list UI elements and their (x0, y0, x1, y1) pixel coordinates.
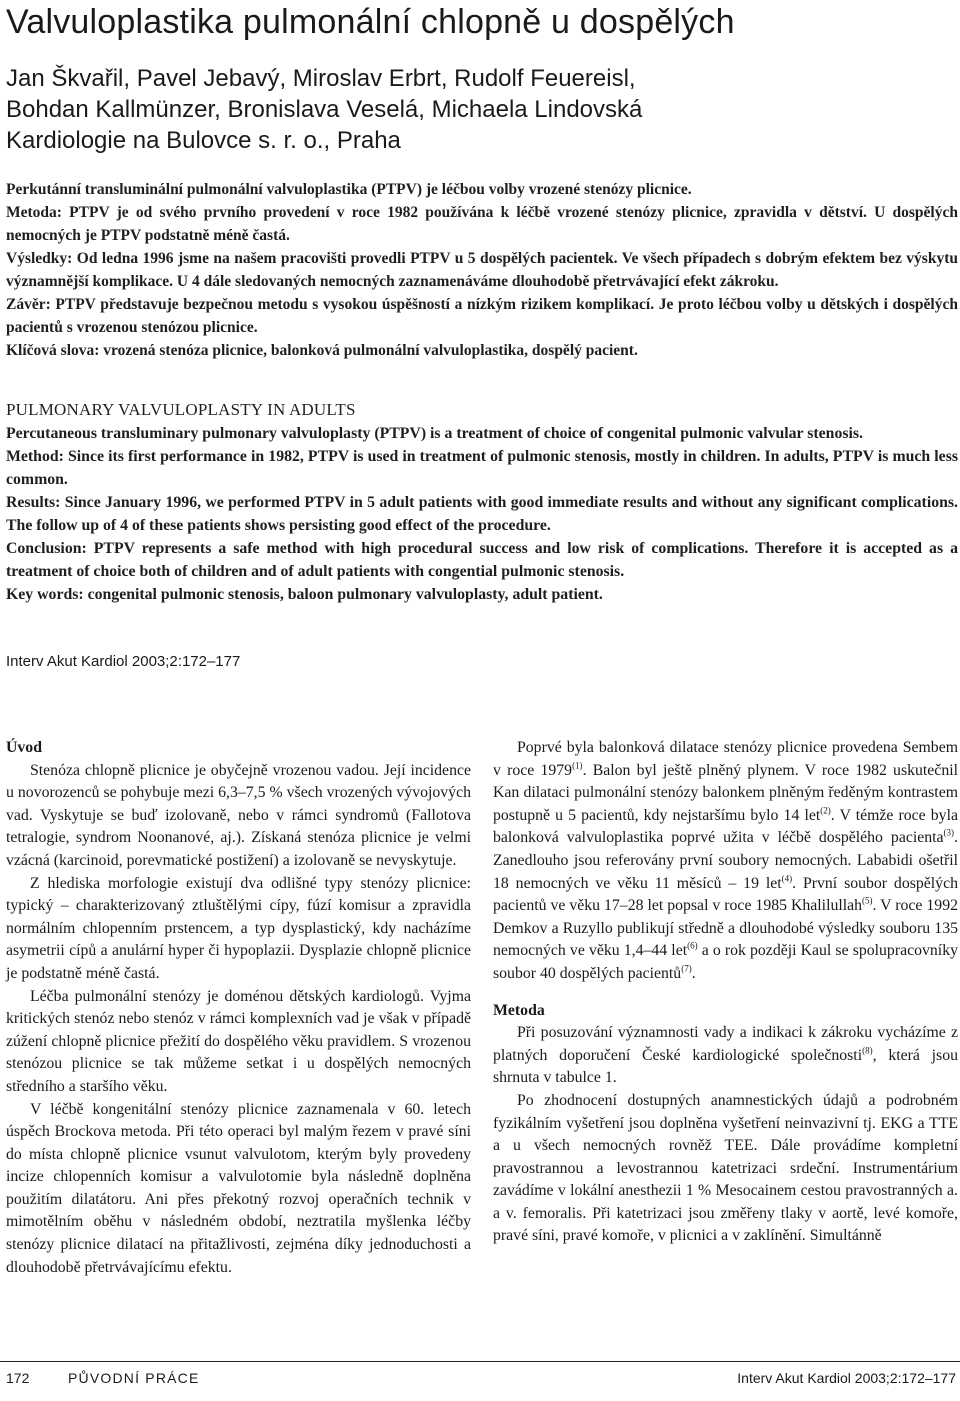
paragraph: Po zhodnocení dostupných anamnestických údajů a podrobném fyzikálním vyšetření jsou doplněna vyšetření neinvazivní tj. EKG a TTE a u všech nemocných rovněž TEE. Dále provádíme kompletní pravostrannou a levostrannou katetrizaci srdeční. Instrumentárium zavádíme v lokální anesthezii 1 % Mesocainem cestou pravostranných a. a v. femoralis. Při katetrizaci jsou změřeny tlaky v aortě, levé komoře, pravé síni, pravé komoře, v plicnici a v zaklínění. Simultánně (493, 1091, 958, 1245)
reference-8: (8) (862, 1045, 873, 1056)
abstract-en-method: Method: Since its first performance in 1982, PTPV is used in treatment of pulmonic stenosis, mostly in children. In adults, PTPV is much less common. (6, 448, 958, 488)
authors-line-2: Bohdan Kallmünzer, Bronislava Veselá, Michaela Lindovská (6, 96, 643, 123)
abstract-en-heading: PULMONARY VALVULOPLASTY IN ADULTS (6, 400, 356, 419)
text-run: Poprvé byla balonková dilatace stenózy plicnice provedena Sembem v roce 1979 (493, 739, 958, 779)
affiliation: Kardiologie na Bulovce s. r. o., Praha (6, 127, 401, 154)
footer-divider (0, 1361, 960, 1362)
text-run: . (691, 964, 696, 982)
section-heading-uvod: Úvod (6, 739, 42, 756)
reference-5: (5) (862, 895, 873, 906)
reference-6: (6) (687, 941, 698, 952)
reference-7: (7) (681, 963, 692, 974)
section-heading-metoda: Metoda (493, 1001, 545, 1019)
reference-1: (1) (572, 760, 583, 771)
text-run: , která jsou shrnuta v tabulce 1. (493, 1046, 958, 1087)
paragraph: Z hlediska morfologie existují dva odlišné typy stenózy plicnice: typický – charakterizovaný ztluštělými cípy, fúzí komisur a zpravidla normálním chlopenním prstencem, a typ dysplastický, kdy nacházíme asymetrii cípů a anulární hyper či hypoplazii. Dysplazie chlopně plicnice je podstatně méně častá. (6, 874, 471, 982)
paragraph: V léčbě kongenitální stenózy plicnice zaznamenala v 60. letech úspěch Brockova metoda. Při této operaci byl malým řezem v pravé síni do místa chlopně plicnice vsunut valvulotom, kterým byly provedeny incize chlopenních komisur a valvulotomie byla následně doplněna použitím dilatátoru. Ani přes překotný rozvoj operačních technik v mimotělním oběhu v následném období, neztratila myšlenka léčby stenózy plicnice dilatací na přitažlivosti, zejména díky jednoduchosti a dlouhodobě přetrvávajícímu efektu. (6, 1100, 471, 1276)
abstract-czech (6, 178, 958, 362)
text-run: . V roce 1992 Demkov a Ruzyllo publikují středně a dlouhodobé výsledky souboru 135 nemocných ve věku 1,4–44 let (493, 897, 958, 960)
abstract-cz-zaver: Závěr: PTPV představuje bezpečnou metodu s vysokou úspěšností a nízkým rizikem komplikací. Je proto léčbou volby u dětských i dospělých pacientů s vrozenou stenózou plicnice. (6, 296, 958, 336)
paragraph (493, 737, 958, 986)
reference-4: (4) (781, 873, 793, 884)
abstract-en-intro: Percutaneous transluminary pulmonary valvuloplasty (PTPV) is a treatment of choice of congenital pulmonic valvular stenosis. (6, 425, 863, 442)
page-number: 172 (6, 1370, 30, 1386)
text-run: . V témže roce byla balonková valvuloplastika poprvé užita v léčbě dospělého pacienta (493, 806, 958, 847)
citation-line: Interv Akut Kardiol 2003;2:172–177 (6, 653, 241, 670)
author-block (6, 63, 956, 156)
text-run: . První soubor dospělých pacientů ve věku 17–28 let popsal v roce 1985 Khalilullah (493, 874, 958, 915)
text-run: . Zanedlouho jsou referovány první soubory nemocných. Lababidi ošetřil 18 nemocných ve věku 11 měsíců – 19 let (493, 829, 958, 892)
abstract-en-conclusion: Conclusion: PTPV represents a safe method with high procedural success and low risk of complications. Therefore it is accepted as a treatment of choice both of children and of adult patients with congential pulmonic stenosis. (6, 540, 958, 580)
paragraph (493, 1022, 958, 1090)
authors-line-1: Jan Škvařil, Pavel Jebavý, Miroslav Erbrt, Rudolf Feuereisl, (6, 65, 636, 92)
body-column-right (493, 737, 958, 1248)
paragraph: Léčba pulmonální stenózy je doménou dětských kardiologů. Vyjma kritických stenóz nebo stenóz v rámci komplexních vad je však v případě zúžení chlopně plicnice přežití do dospělého věku pravidlem. S vrozenou stenózou plicnice se tak můžeme setkat i u dospělých nemocných středního a staršího věku. (6, 987, 471, 1095)
section-label: PŮVODNÍ PRÁCE (68, 1370, 200, 1386)
text-run: a o rok později Kaul se spolupracovníky soubor 40 dospělých pacientů (493, 942, 958, 982)
abstract-english (6, 398, 958, 606)
abstract-cz-metoda: Metoda: PTPV je od svého prvního provedení v roce 1982 používána k léčbě vrozené stenózy plicnice, zpravidla v dětství. U dospělých nemocných je PTPV podstatně méně častá. (6, 204, 958, 244)
text-run: . Balon byl ještě plněný plynem. V roce 1982 uskutečnil Kan dilataci pulmonální stenózy balonkem plněným ředěným kontrastem postupně u 5 pacientů, kdy nejstaršímu bylo 14 let (493, 761, 958, 824)
reference-3: (3) (943, 828, 955, 839)
abstract-en-keywords: Key words: congenital pulmonic stenosis, baloon pulmonary valvuloplasty, adult patient. (6, 586, 603, 603)
abstract-cz-intro: Perkutánní transluminální pulmonální valvuloplastika (PTPV) je léčbou volby vrozené stenózy plicnice. (6, 181, 692, 198)
abstract-en-results: Results: Since January 1996, we performed PTPV in 5 adult patients with good immediate results and without any significant complications. The follow up of 4 of these patients shows persisting good effect of the procedure. (6, 494, 958, 534)
text-run: Při posuzování významnosti vady a indikaci k zákroku vycházíme z platných doporučení České kardiologické společnosti (493, 1024, 958, 1064)
journal-reference: Interv Akut Kardiol 2003;2:172–177 (737, 1370, 956, 1386)
body-column-left (6, 737, 471, 1279)
reference-2: (2) (820, 805, 831, 816)
article-title: Valvuloplastika pulmonální chlopně u dospělých (6, 3, 735, 41)
paragraph: Stenóza chlopně plicnice je obyčejně vrozenou vadou. Její incidence u novorozenců se pohybuje mezi 6,3–7,5 % všech vrozených vývojových vad. Vyskytuje se buď izolovaně, nebo v rámci syndromů (Fallotova tetralogie, syndrom Noonanové, aj.). Získaná stenóza plicnice je velmi vzácná (karcinoid, porevmatické postižení) a izolovaně se nevyskytuje. (6, 761, 471, 869)
abstract-cz-vysledky: Výsledky: Od ledna 1996 jsme na našem pracovišti provedli PTPV u 5 dospělých pacientek. Ve všech případech s dobrým efektem bez výskytu významnější komplikace. U 4 dále sledovaných nemocných zaznamenáváme dlouhodobě přetrvávající efekt zákroku. (6, 250, 958, 290)
spacer (493, 986, 958, 1000)
page-footer (0, 1368, 960, 1398)
abstract-cz-keywords: Klíčová slova: vrozená stenóza plicnice, balonková pulmonální valvuloplastika, dospělý pacient. (6, 342, 638, 359)
